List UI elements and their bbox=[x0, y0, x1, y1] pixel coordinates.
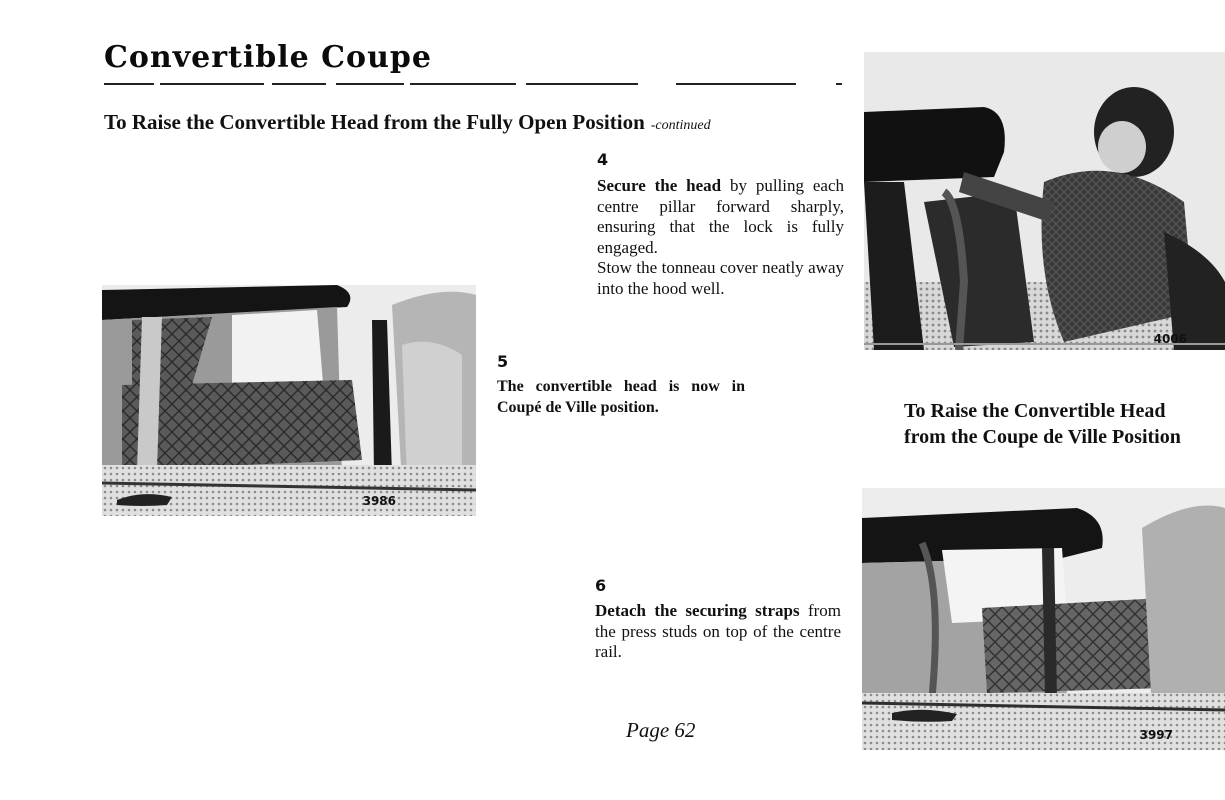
title-rule bbox=[336, 83, 404, 85]
title-rule bbox=[160, 83, 264, 85]
step-4-lead: Secure the head bbox=[597, 176, 722, 195]
subtitle-text: To Raise the Convertible Head from the Fully Open Position bbox=[104, 110, 645, 134]
step-number: 4 bbox=[597, 150, 609, 169]
photo-woman-securing-pillar bbox=[864, 52, 1225, 350]
step-5-text: The convertible head is now in Coupé de Ville position. bbox=[497, 378, 745, 416]
subtitle-continued: -continued bbox=[650, 118, 711, 133]
title-rule bbox=[836, 83, 842, 85]
step-6-body: from the press studs on top of the centre rail. bbox=[595, 601, 842, 661]
photo-number: 4006 bbox=[1153, 332, 1187, 346]
page-title: Convertible Coupe bbox=[104, 40, 432, 75]
step-6-lead: Detach the securing straps bbox=[595, 601, 800, 620]
photo-number: 3986 bbox=[362, 494, 396, 508]
title-rule bbox=[526, 83, 638, 85]
title-rule bbox=[676, 83, 796, 85]
step-6-text bbox=[595, 601, 841, 663]
side-heading-line-2: from the Coupe de Ville Position bbox=[904, 426, 1181, 448]
photo-car-securing-straps bbox=[862, 488, 1225, 750]
step-4-body: by pulling each centre pillar forward sharply, ensuring that the lock is fully engaged. bbox=[597, 176, 844, 257]
title-rule bbox=[104, 83, 154, 85]
step-4-body-2: Stow the tonneau cover neatly away into the hood well. bbox=[597, 258, 844, 298]
side-heading-line-1: To Raise the Convertible Head bbox=[904, 400, 1166, 422]
step-4-text bbox=[597, 176, 844, 299]
title-rule bbox=[410, 83, 516, 85]
photo-number: 3997 bbox=[1139, 728, 1173, 742]
step-number: 6 bbox=[595, 576, 607, 595]
title-rule bbox=[272, 83, 326, 85]
page-number: Page 62 bbox=[626, 718, 696, 742]
photo-car-coupe-de-ville bbox=[102, 285, 476, 516]
section-subtitle bbox=[104, 110, 711, 135]
step-number: 5 bbox=[497, 352, 509, 371]
side-heading bbox=[904, 398, 1181, 450]
